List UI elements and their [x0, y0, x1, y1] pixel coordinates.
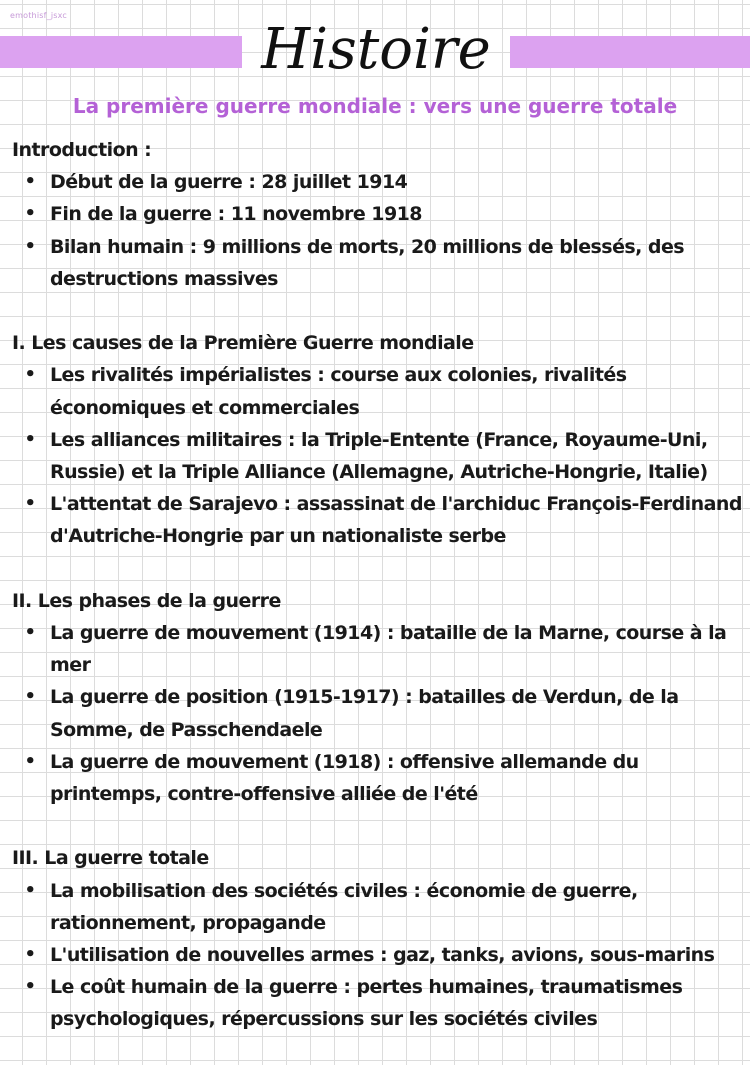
subtitle: La première guerre mondiale : vers une guerre totale: [72, 94, 678, 118]
list-item: [24, 617, 742, 681]
list-item: [24, 875, 742, 939]
list-item: [24, 424, 742, 488]
bullet-icon: •: [24, 686, 36, 708]
page-title: Histoire: [261, 17, 491, 82]
watermark: emothisf_jsxc: [10, 11, 68, 20]
section-phases: [12, 585, 742, 810]
list-item-text: La guerre de position (1915-1917) : batailles de Verdun, de la Somme, de Passchendaele: [50, 686, 679, 741]
section-heading: I. Les causes de la Première Guerre mondiale: [12, 332, 474, 355]
section-total-war: [12, 842, 742, 1035]
bullet-icon: •: [24, 171, 36, 193]
list-item-text: Les rivalités impérialistes : course aux colonies, rivalités économiques et commerciales: [50, 364, 627, 419]
list-item-text: La guerre de mouvement (1918) : offensive allemande du printemps, contre-offensive alliée de l'été: [50, 750, 639, 806]
bullet-icon: •: [24, 750, 36, 772]
bullet-icon: •: [24, 203, 36, 225]
list-item-text: Les alliances militaires : la Triple-Entente (France, Royaume-Uni, Russie) et la Triple Alliance (Allemagne, Autriche-Hongrie, Italie): [50, 428, 708, 484]
list-item: [24, 746, 742, 810]
bullet-icon: •: [24, 944, 36, 966]
bullet-list: [12, 875, 742, 1036]
section-spacer: [12, 295, 742, 327]
title-band-left: [0, 36, 242, 68]
bullet-list: [12, 359, 742, 552]
bullet-icon: •: [24, 428, 36, 450]
list-item-text: Bilan humain : 9 millions de morts, 20 millions de blessés, des destructions massives: [50, 235, 685, 290]
list-item: [24, 939, 742, 971]
notes-content: [12, 134, 742, 1036]
bullet-icon: •: [24, 976, 36, 998]
bullet-icon: •: [24, 364, 36, 386]
section-heading: III. La guerre totale: [12, 847, 209, 870]
bullet-icon: •: [24, 235, 36, 257]
list-item: [24, 166, 742, 198]
list-item: [24, 971, 742, 1035]
list-item-text: Début de la guerre : 28 juillet 1914: [50, 171, 408, 194]
list-item: [24, 231, 742, 295]
list-item-text: La mobilisation des sociétés civiles : économie de guerre, rationnement, propagande: [50, 879, 638, 934]
bullet-icon: •: [24, 622, 36, 644]
section-causes: [12, 327, 742, 552]
bullet-list: [12, 617, 742, 810]
list-item: [24, 681, 742, 745]
section-spacer: [12, 553, 742, 585]
section-heading: Introduction :: [12, 139, 152, 161]
bullet-list: [12, 166, 742, 295]
list-item: [24, 488, 742, 552]
title-band-right: [510, 36, 750, 68]
list-item-text: La guerre de mouvement (1914) : bataille de la Marne, course à la mer: [50, 622, 727, 677]
bullet-icon: •: [24, 879, 36, 901]
section-spacer: [12, 810, 742, 842]
list-item: [24, 198, 742, 230]
list-item: [24, 359, 742, 423]
section-introduction: [12, 134, 742, 295]
list-item-text: Le coût humain de la guerre : pertes humaines, traumatismes psychologiques, répercussions sur les sociétés civiles: [50, 976, 683, 1031]
list-item-text: Fin de la guerre : 11 novembre 1918: [50, 203, 422, 226]
bullet-icon: •: [24, 493, 36, 515]
section-heading: II. Les phases de la guerre: [12, 589, 281, 612]
list-item-text: L'attentat de Sarajevo : assassinat de l'archiduc François-Ferdinand d'Autriche-Hongrie par un nationaliste serbe: [50, 493, 742, 548]
list-item-text: L'utilisation de nouvelles armes : gaz, tanks, avions, sous-marins: [50, 944, 715, 967]
